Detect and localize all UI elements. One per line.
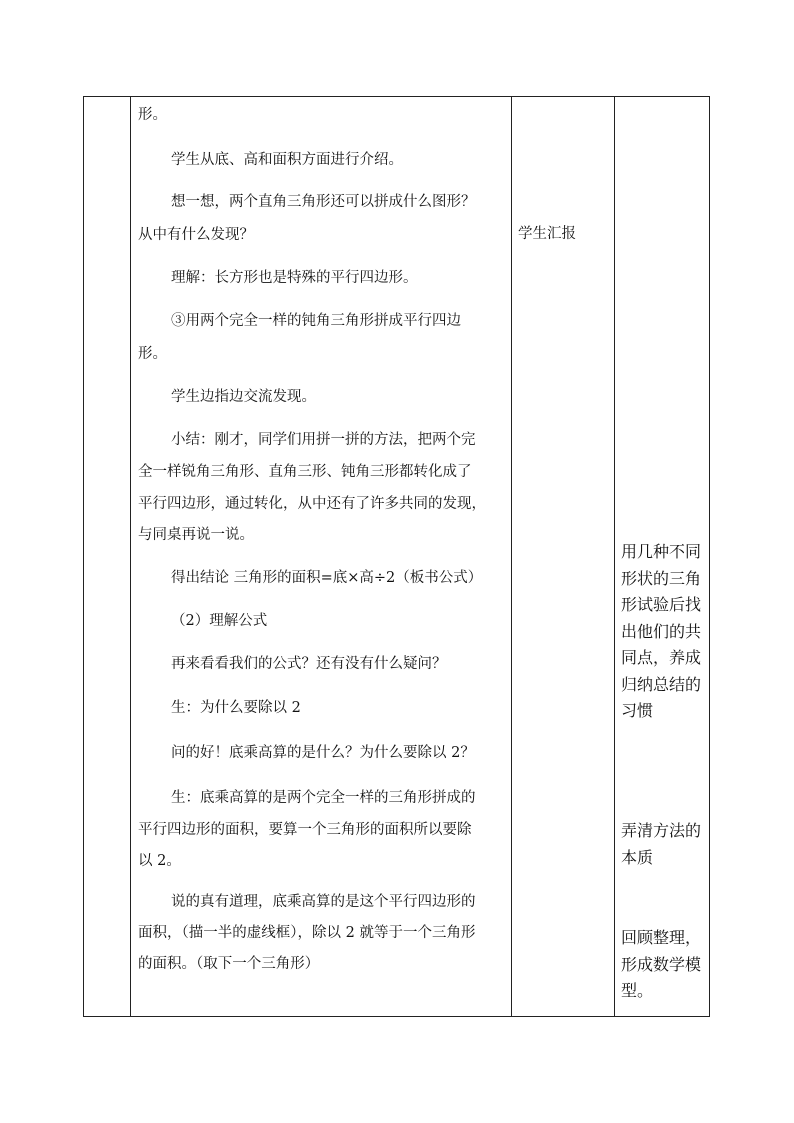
note-line: 形成数学模 bbox=[621, 954, 702, 974]
text-line: 形。 bbox=[138, 346, 167, 362]
note-line: 本质 bbox=[621, 847, 654, 867]
design-note-2 bbox=[621, 818, 709, 871]
text-line: 问的好！底乘高算的是什么？为什么要除以 2？ bbox=[171, 745, 475, 761]
section-heading: （2）理解公式 bbox=[171, 613, 268, 629]
text-line: 面积，（描一半的虚线框），除以 2 就等于一个三角形 bbox=[138, 925, 476, 941]
table-right-border bbox=[709, 96, 710, 1017]
note-line: 形试验后找 bbox=[621, 595, 702, 614]
text-line: 学生从底、高和面积方面进行介绍。 bbox=[171, 152, 403, 168]
note-line: 回顾整理， bbox=[621, 928, 702, 947]
table-left-border bbox=[83, 96, 84, 1017]
text-line: 以 2。 bbox=[138, 853, 181, 869]
note-line: 归纳总结的 bbox=[621, 674, 702, 694]
text-line: 形。 bbox=[138, 107, 167, 123]
text-line: 生：为什么要除以 2 bbox=[171, 700, 301, 716]
column-divider-3 bbox=[614, 96, 615, 1017]
text-line: 全一样锐角三角形、直角三形、钝角三形都转化成了 bbox=[138, 464, 472, 480]
note-line: 型。 bbox=[621, 981, 654, 1000]
text-line: 想一想，两个直角三角形还可以拼成什么图形？ bbox=[171, 194, 476, 210]
note-line: 弄清方法的 bbox=[621, 821, 702, 840]
design-note-1 bbox=[621, 539, 709, 725]
table-bottom-border bbox=[83, 1016, 710, 1017]
formula-line: 得出结论 三角形的面积=底×高÷2（板书公式） bbox=[171, 570, 483, 586]
text-line: 从中有什么发现？ bbox=[138, 227, 254, 243]
note-line: 形状的三角 bbox=[621, 568, 702, 588]
text-line: 生：底乘高算的是两个完全一样的三角形拼成的 bbox=[171, 790, 476, 806]
column-divider-1 bbox=[130, 96, 131, 1017]
text-line: 与同桌再说一说。 bbox=[138, 527, 254, 543]
text-line: 再来看看我们的公式？还有没有什么疑问？ bbox=[171, 656, 447, 672]
design-note-3 bbox=[621, 925, 709, 1005]
note-line: 同点，养成 bbox=[621, 648, 702, 667]
note-line: 习惯 bbox=[621, 701, 654, 720]
text-line: 理解：长方形也是特殊的平行四边形。 bbox=[171, 270, 418, 286]
text-line: 平行四边形，通过转化，从中还有了许多共同的发现， bbox=[138, 496, 486, 512]
column-divider-2 bbox=[511, 96, 512, 1017]
text-line: 平行四边形的面积，要算一个三角形的面积所以要除 bbox=[138, 822, 472, 838]
text-line: 小结：刚才，同学们用拼一拼的方法，把两个完 bbox=[171, 432, 476, 448]
text-line: ③用两个完全一样的钝角三角形拼成平行四边 bbox=[171, 313, 461, 329]
note-line: 用几种不同 bbox=[621, 542, 702, 561]
student-report-label: 学生汇报 bbox=[518, 226, 576, 242]
text-line: 说的真有道理，底乘高算的是这个平行四边形的 bbox=[171, 894, 476, 910]
note-line: 出他们的共 bbox=[621, 621, 702, 641]
table-top-border bbox=[83, 96, 710, 97]
text-line: 的面积。（取下一个三角形） bbox=[138, 956, 320, 972]
text-line: 学生边指边交流发现。 bbox=[171, 389, 316, 405]
